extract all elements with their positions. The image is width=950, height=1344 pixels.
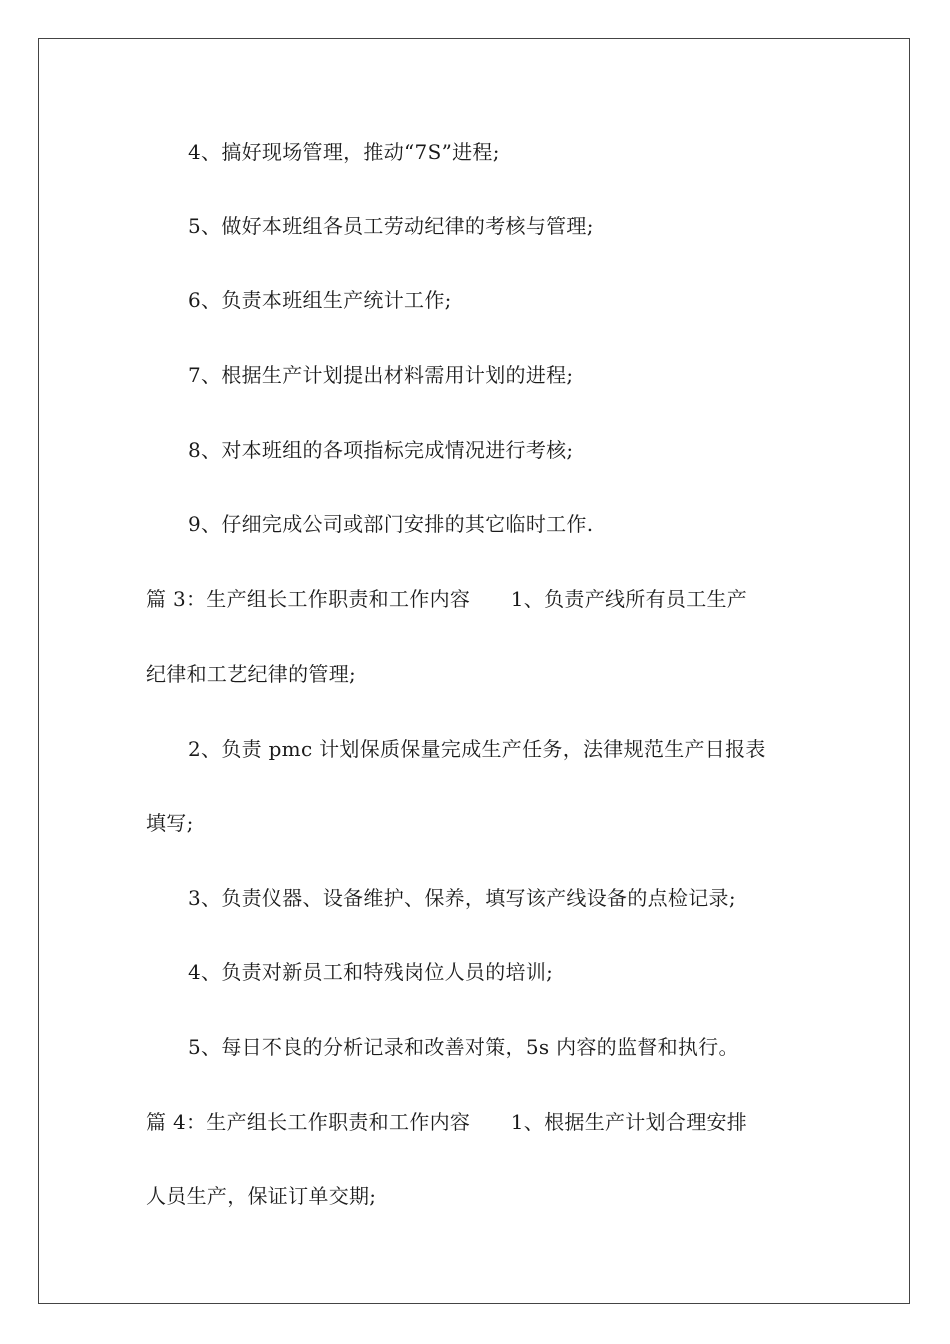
text-line: 7、根据生产计划提出材料需用计划的进程; xyxy=(188,363,574,387)
text-line: 9、仔细完成公司或部门安排的其它临时工作. xyxy=(188,512,594,536)
text-line: 4、搞好现场管理，推动“7S”进程; xyxy=(188,140,500,164)
text-line: 4、负责对新员工和特残岗位人员的培训; xyxy=(188,960,554,984)
section-heading-line: 篇 3：生产组长工作职责和工作内容 1、负责产线所有员工生产 xyxy=(146,587,748,611)
text-line: 纪律和工艺纪律的管理; xyxy=(146,662,357,686)
text-line: 5、做好本班组各员工劳动纪律的考核与管理; xyxy=(188,214,594,238)
text-line: 6、负责本班组生产统计工作; xyxy=(188,288,452,312)
text-line: 2、负责 pmc 计划保质保量完成生产任务，法律规范生产日报表 xyxy=(188,737,766,761)
section-heading-line: 篇 4：生产组长工作职责和工作内容 1、根据生产计划合理安排 xyxy=(146,1110,748,1134)
text-line: 填写; xyxy=(146,811,194,835)
text-line: 8、对本班组的各项指标完成情况进行考核; xyxy=(188,438,574,462)
text-line: 3、负责仪器、设备维护、保养，填写该产线设备的点检记录; xyxy=(188,886,736,910)
text-line: 5、每日不良的分析记录和改善对策，5s 内容的监督和执行。 xyxy=(188,1035,739,1059)
text-line: 人员生产，保证订单交期; xyxy=(146,1184,377,1208)
